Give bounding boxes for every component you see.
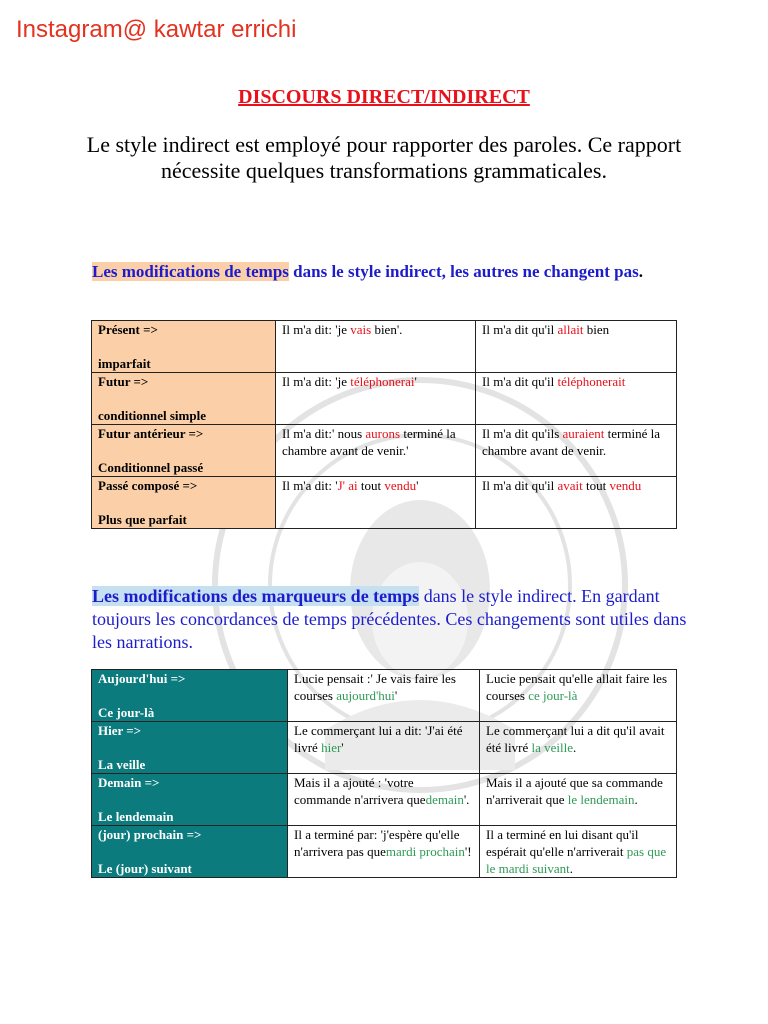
speech-highlight: vendu [384, 478, 417, 493]
speech-text: ' [414, 374, 417, 389]
direct-speech-cell [276, 373, 476, 425]
speech-text: Il m'a dit qu'il [482, 374, 558, 389]
speech-text: Il a terminé en lui disant qu'il espérait qu'elle n'arriverait [486, 827, 639, 859]
speech-text: tout [582, 478, 610, 493]
speech-text: '! [464, 844, 472, 859]
speech-text: '. [463, 792, 470, 807]
row-label-source: Hier => [98, 723, 142, 738]
table-row [92, 373, 677, 425]
section-tense-title [92, 260, 692, 283]
section-markers-highlight: Les modifications des marqueurs de temps [92, 586, 420, 606]
row-label-target: Le lendemain [98, 809, 174, 824]
speech-text: . [634, 792, 638, 807]
speech-text: . [573, 740, 577, 755]
direct-speech-cell [276, 477, 476, 529]
speech-highlight: demain [425, 792, 464, 807]
indirect-speech-cell [476, 373, 677, 425]
speech-text: Il m'a dit qu'ils [482, 426, 563, 441]
speech-highlight: hier [321, 740, 342, 755]
speech-text: Lucie pensait qu'elle allait faire les courses [486, 671, 668, 703]
row-label-source: (jour) prochain => [98, 827, 202, 842]
speech-highlight: aurons [365, 426, 401, 441]
speech-highlight: pas que le mardi suivant [486, 844, 667, 876]
speech-highlight: avait [557, 478, 583, 493]
speech-text: terminé la chambre avant de venir.' [282, 426, 456, 458]
section-markers-title [92, 585, 692, 654]
row-label-target: La veille [98, 757, 146, 772]
speech-text: tout [357, 478, 385, 493]
table-row [92, 722, 677, 774]
speech-text: Il a terminé par: 'j'espère qu'elle n'arrivera pas que [294, 827, 460, 859]
row-label-source: Demain => [98, 775, 160, 790]
row-label-source: Présent => [98, 322, 158, 337]
speech-text: Il m'a dit: ' [282, 478, 338, 493]
row-label-source: Aujourd'hui => [98, 671, 186, 686]
speech-highlight: la veille [531, 740, 573, 755]
indirect-speech-cell [480, 774, 677, 826]
indirect-speech-cell [480, 722, 677, 774]
indirect-speech-cell [476, 321, 677, 373]
indirect-speech-cell [480, 826, 677, 878]
indirect-speech-cell [476, 425, 677, 477]
row-label-cell [92, 826, 288, 878]
section-tense-rest: dans le style indirect, les autres ne changent pas [288, 262, 639, 281]
row-label-cell [92, 373, 276, 425]
speech-text: Il m'a dit qu'il [482, 478, 558, 493]
speech-highlight: allait [557, 322, 584, 337]
row-label-target: Ce jour-là [98, 705, 155, 720]
row-label-cell [92, 722, 288, 774]
tense-table [91, 320, 677, 529]
row-label-cell [92, 670, 288, 722]
speech-highlight: vendu [609, 478, 642, 493]
instagram-handle: Instagram@ kawtar errichi [16, 16, 297, 43]
speech-text: Il m'a dit: 'je [282, 374, 351, 389]
speech-highlight: le lendemain [567, 792, 635, 807]
row-label-cell [92, 321, 276, 373]
speech-text: Lucie pensait :' Je vais faire les courses [294, 671, 456, 703]
speech-text: Il m'a dit: 'je [282, 322, 351, 337]
direct-speech-cell [288, 826, 480, 878]
row-label-source: Futur => [98, 374, 149, 389]
speech-text: Mais il a ajouté que sa commande n'arriverait que [486, 775, 663, 807]
speech-text: . [569, 861, 574, 876]
speech-text: ' [394, 688, 398, 703]
row-label-target: imparfait [98, 356, 151, 371]
speech-text: Mais il a ajouté : 'votre commande n'arrivera que [294, 775, 426, 807]
document-title: DISCOURS DIRECT/INDIRECT [238, 86, 530, 108]
row-label-source: Passé composé => [98, 478, 198, 493]
speech-highlight: aujourd'hui [336, 688, 395, 703]
indirect-speech-cell [476, 477, 677, 529]
row-label-source: Futur antérieur => [98, 426, 204, 441]
direct-speech-cell [276, 321, 476, 373]
table-row [92, 774, 677, 826]
row-label-cell [92, 477, 276, 529]
indirect-speech-cell [480, 670, 677, 722]
speech-text: Le commerçant lui a dit qu'il avait été livré [486, 723, 665, 755]
table-row [92, 477, 677, 529]
direct-speech-cell [288, 670, 480, 722]
speech-text: terminé la chambre avant de venir. [482, 426, 660, 458]
row-label-target: Conditionnel passé [98, 460, 204, 475]
table-row [92, 425, 677, 477]
intro-paragraph: Le style indirect est employé pour rapporter des paroles. Ce rapport nécessite quelques transformations grammaticales. [86, 132, 682, 183]
speech-highlight: téléphonerai [350, 374, 415, 389]
speech-text: Il m'a dit:' nous [282, 426, 366, 441]
section-tense-end: . [638, 262, 643, 281]
speech-text: Il m'a dit qu'il [482, 322, 558, 337]
row-label-cell [92, 774, 288, 826]
table-row [92, 321, 677, 373]
direct-speech-cell [288, 722, 480, 774]
speech-text: bien [583, 322, 610, 337]
marker-table [91, 669, 677, 878]
row-label-target: Le (jour) suivant [98, 861, 192, 876]
direct-speech-cell [276, 425, 476, 477]
speech-highlight: vais [350, 322, 372, 337]
row-label-cell [92, 425, 276, 477]
speech-text: ' [416, 478, 419, 493]
speech-highlight: téléphonerait [557, 374, 626, 389]
speech-highlight: ce jour-là [528, 688, 578, 703]
section-tense-highlight: Les modifications de temps [92, 262, 289, 281]
speech-highlight: auraient [562, 426, 605, 441]
speech-highlight: J' ai [337, 478, 358, 493]
speech-text: ' [341, 740, 344, 755]
speech-text: Le commerçant lui a dit: 'J'ai été livré [294, 723, 463, 755]
speech-highlight: mardi prochain [385, 844, 465, 859]
direct-speech-cell [288, 774, 480, 826]
table-row [92, 826, 677, 878]
speech-text: bien'. [371, 322, 403, 337]
row-label-target: Plus que parfait [98, 512, 187, 527]
table-row [92, 670, 677, 722]
row-label-target: conditionnel simple [98, 408, 206, 423]
section-markers-rest: dans le style indirect. En gardant toujours les concordances de temps précédentes. Ces changements sont utiles dans les narrations. [92, 586, 687, 652]
